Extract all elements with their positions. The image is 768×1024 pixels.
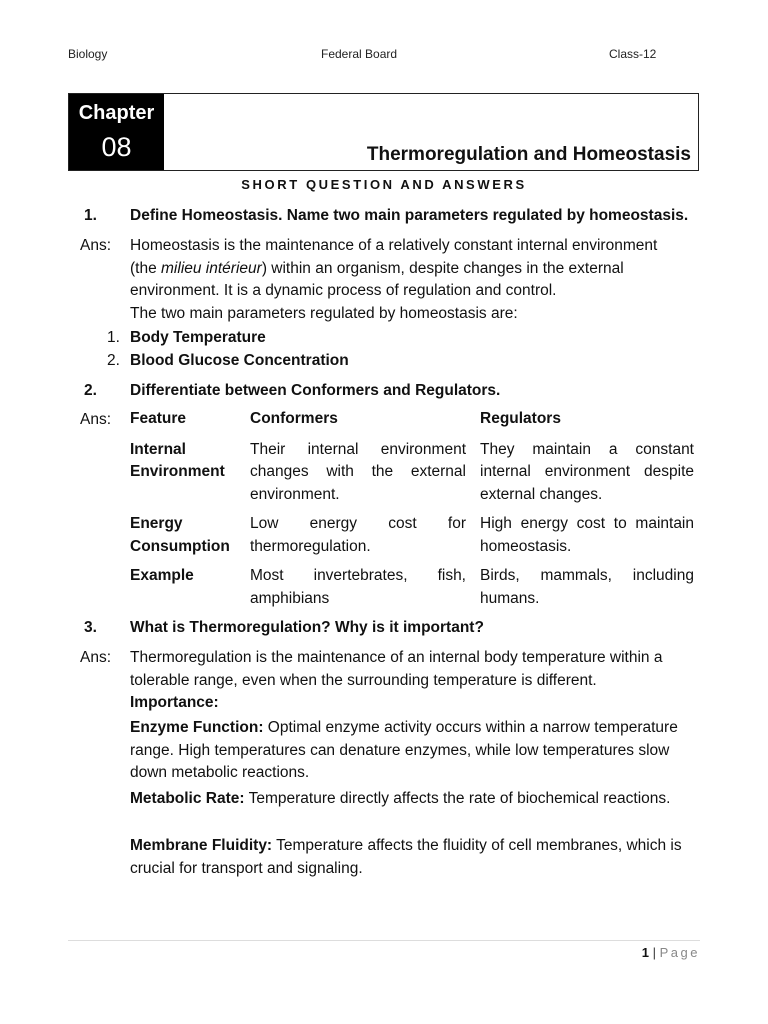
answer-line: The two main parameters regulated by homeostasis are:: [130, 304, 518, 322]
question-text: What is Thermoregulation? Why is it important?: [130, 619, 484, 636]
answer-3: [130, 647, 695, 715]
table-cell: They maintain a constant internal environment despite external changes.: [480, 440, 694, 503]
chapter-banner: [68, 93, 699, 171]
table-cell: Low energy cost for thermoregulation.: [250, 515, 466, 555]
answer-label: Ans:: [80, 649, 112, 666]
list-number: 1.: [107, 329, 120, 346]
question-number: 3.: [84, 619, 97, 636]
point-term: Enzyme Function:: [130, 719, 264, 736]
table-header: Regulators: [480, 410, 561, 427]
answer-label: Ans:: [80, 237, 112, 254]
header-board: Federal Board: [321, 47, 398, 61]
answer-line: Homeostasis is the maintenance of a relatively constant internal environment: [130, 237, 658, 254]
list-text: Body Temperature: [130, 329, 266, 346]
question-text: Define Homeostasis. Name two main parameters regulated by homeostasis.: [130, 207, 689, 224]
importance-point: [130, 835, 695, 880]
question-number: 2.: [84, 382, 97, 399]
header-class: Class-12: [609, 47, 657, 61]
table-cell: Example: [130, 567, 194, 584]
importance-point: [130, 717, 695, 785]
table-header: Feature: [130, 410, 186, 427]
question-text: Differentiate between Conformers and Regulators.: [130, 382, 501, 399]
page-number: 1: [641, 945, 650, 960]
comparison-table: [130, 408, 694, 617]
answer-1: [130, 235, 695, 325]
footer-separator: |: [649, 945, 660, 960]
table-cell: Birds, mammals, including humans.: [480, 567, 694, 607]
importance-point: [130, 788, 695, 811]
table-row: [130, 439, 694, 514]
answer-text: Thermoregulation is the maintenance of an internal body temperature within a tolerable range, even when the surrounding temperature is different.: [130, 649, 663, 689]
header-subject: Biology: [68, 47, 108, 61]
point-text: Temperature affects the fluidity of cell membranes, which is crucial for transport and signaling.: [130, 837, 682, 877]
list-number: 2.: [107, 352, 120, 369]
table-header-row: [130, 408, 694, 439]
question-number: 1.: [84, 207, 97, 224]
chapter-word: Chapter: [78, 102, 155, 124]
answer-text: (the: [130, 259, 162, 277]
chapter-number: 08: [101, 132, 132, 162]
table-cell: Internal Environment: [130, 440, 225, 480]
point-text: Optimal enzyme activity occurs within a narrow temperature range. High temperatures can denature enzymes, while low temperatures slow down metabolic reactions.: [130, 719, 678, 781]
answer-label: Ans:: [80, 411, 112, 428]
table-header: Conformers: [250, 410, 338, 427]
footer-divider: [68, 940, 700, 941]
list-item: [107, 327, 507, 350]
chapter-title: Thermoregulation and Homeostasis: [366, 144, 691, 165]
table-cell: Most invertebrates, fish, amphibians: [250, 567, 466, 607]
table-row: [130, 513, 694, 565]
point-term: Metabolic Rate:: [130, 790, 245, 807]
list-text: Blood Glucose Concentration: [130, 352, 349, 369]
page-footer: [642, 945, 700, 960]
list-item: [107, 350, 507, 373]
point-term: Membrane Fluidity:: [130, 837, 273, 854]
answer-line: environment. It is a dynamic process of regulation and control.: [130, 282, 557, 299]
table-row: [130, 565, 694, 617]
importance-label: Importance:: [130, 694, 219, 711]
table-cell: Their internal environment changes with the external environment.: [250, 440, 466, 503]
section-heading: SHORT QUESTION AND ANSWERS: [241, 177, 527, 192]
chapter-badge: [69, 94, 164, 170]
table-cell: High energy cost to maintain homeostasis.: [480, 515, 694, 555]
answer-italic-term: milieu intérieur: [161, 259, 262, 277]
table-cell: Energy Consumption: [130, 515, 230, 555]
page-label: Page: [659, 945, 700, 960]
answer-line: [130, 258, 695, 281]
answer-text: ) within an organism, despite changes in the external: [261, 259, 624, 277]
point-text: Temperature directly affects the rate of biochemical reactions.: [244, 790, 671, 807]
